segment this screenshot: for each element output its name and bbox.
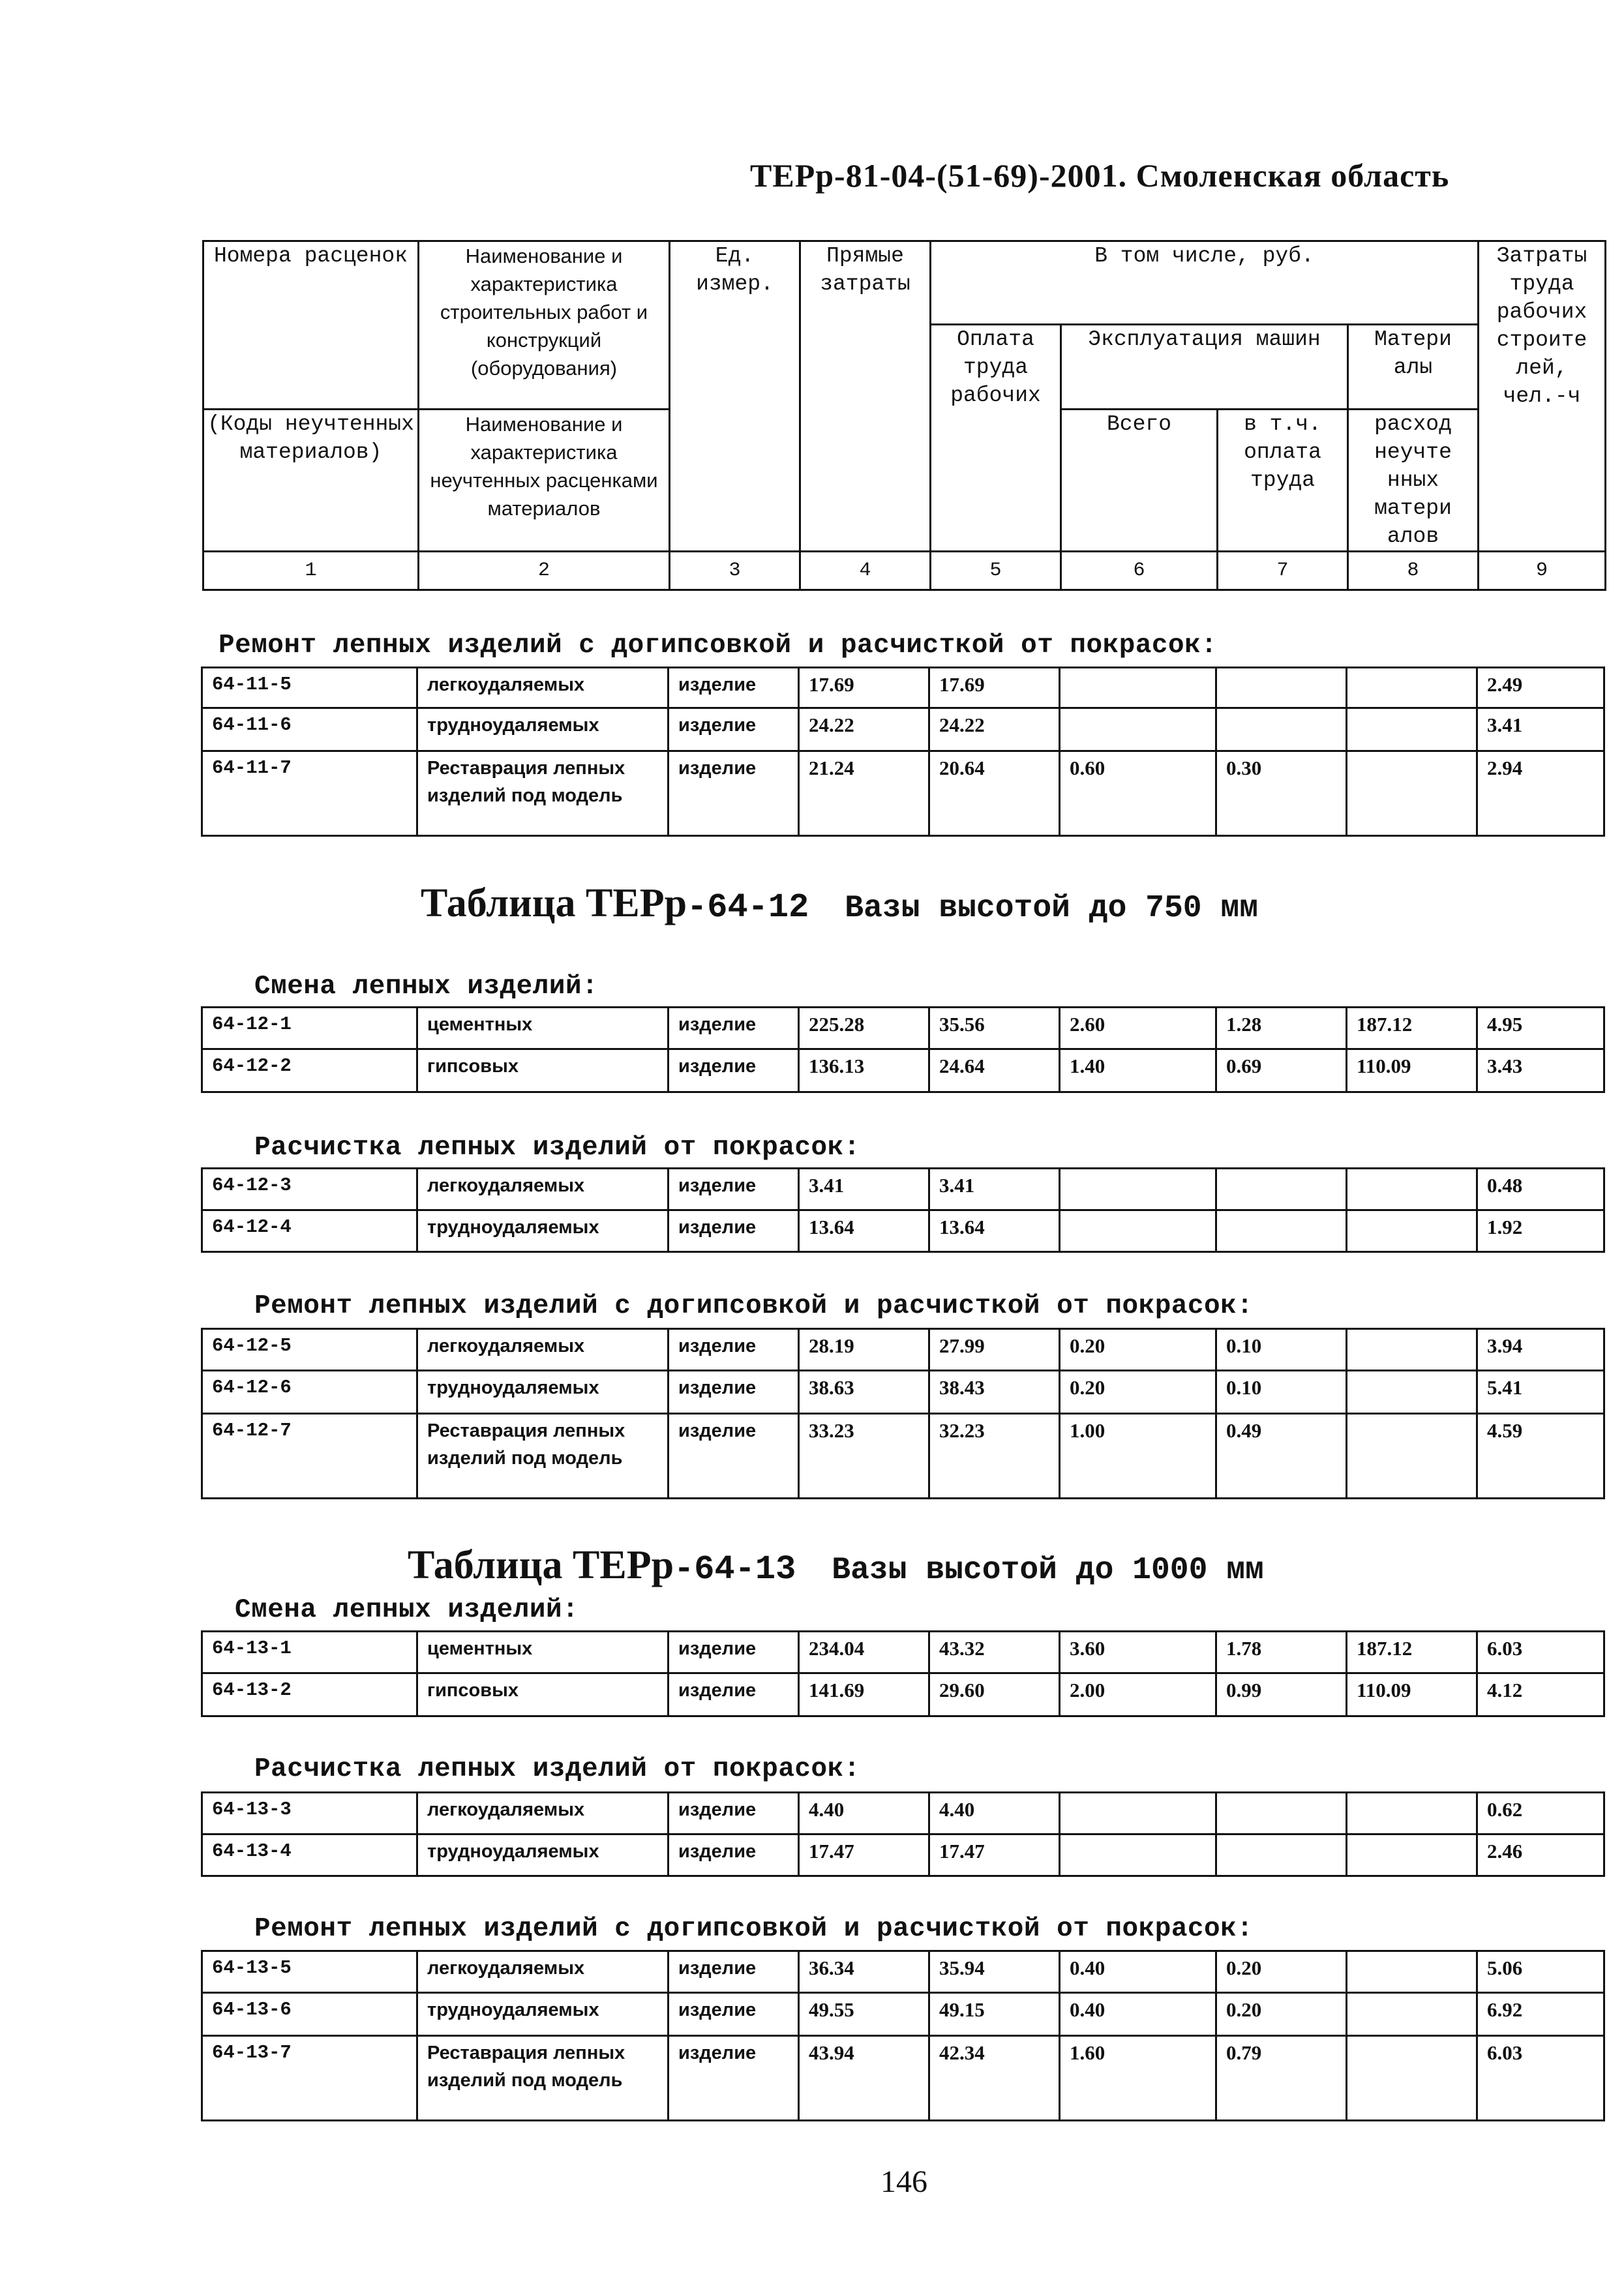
machine-total: 0.20 — [1060, 1371, 1216, 1414]
unit: изделие — [669, 668, 799, 708]
document-title: ТЕРр-81-04-(51-69)-2001. Смоленская область — [750, 157, 1450, 194]
rates-table — [201, 1328, 1605, 1499]
column-number: 1 — [203, 552, 419, 590]
unit: изделие — [669, 1210, 799, 1252]
section-heading: Расчистка лепных изделий от покрасок: — [254, 1754, 860, 1784]
header-material-consumption: расход неучте нных матери алов — [1348, 410, 1479, 552]
table-row — [202, 708, 1604, 751]
unit: изделие — [669, 1673, 799, 1716]
header-material-codes: (Коды неучтенных материалов) — [203, 410, 419, 552]
machine-total — [1060, 668, 1216, 708]
header-including: В том числе, руб. — [931, 241, 1479, 325]
machine-total: 0.20 — [1060, 1329, 1216, 1371]
table-row — [202, 1169, 1604, 1210]
worker-pay: 24.64 — [929, 1049, 1060, 1092]
table-row — [202, 1210, 1604, 1252]
worker-pay: 43.32 — [929, 1632, 1060, 1673]
machine-labor: 0.69 — [1216, 1049, 1347, 1092]
labor-hours: 1.92 — [1477, 1210, 1604, 1252]
table-title-number: -64-12 — [687, 888, 809, 927]
rate-code: 64-12-6 — [202, 1371, 417, 1414]
work-name: цементных — [417, 1632, 669, 1673]
machine-total — [1060, 708, 1216, 751]
unit: изделие — [669, 1951, 799, 1993]
materials — [1347, 751, 1477, 836]
materials — [1347, 1834, 1477, 1876]
header-worker-pay: Оплата труда рабочих — [931, 325, 1061, 552]
rates-table — [201, 666, 1605, 837]
machine-labor: 0.20 — [1216, 1993, 1347, 2036]
machine-labor — [1216, 1834, 1347, 1876]
labor-hours: 3.43 — [1477, 1049, 1604, 1092]
rate-code: 64-11-6 — [202, 708, 417, 751]
worker-pay: 27.99 — [929, 1329, 1060, 1371]
column-number: 7 — [1218, 552, 1348, 590]
worker-pay: 35.56 — [929, 1008, 1060, 1049]
rate-code: 64-13-3 — [202, 1793, 417, 1834]
machine-total: 1.60 — [1060, 2036, 1216, 2121]
rates-table — [201, 1167, 1605, 1253]
worker-pay: 4.40 — [929, 1793, 1060, 1834]
table-title-prefix: Таблица ТЕРр — [421, 881, 687, 925]
table-title-description: Вазы высотой до 1000 мм — [832, 1553, 1264, 1588]
labor-hours: 2.94 — [1477, 751, 1604, 836]
table-row — [202, 1049, 1604, 1092]
direct-costs: 225.28 — [799, 1008, 929, 1049]
table-title-number: -64-13 — [674, 1550, 796, 1589]
rates-table — [201, 1630, 1605, 1717]
column-number: 2 — [419, 552, 670, 590]
direct-costs: 28.19 — [799, 1329, 929, 1371]
worker-pay: 17.47 — [929, 1834, 1060, 1876]
work-name: легкоудаляемых — [417, 1169, 669, 1210]
unit: изделие — [669, 1414, 799, 1499]
work-name: Реставрация лепных изделий под модель — [417, 751, 669, 836]
work-name: легкоудаляемых — [417, 668, 669, 708]
materials — [1347, 1414, 1477, 1499]
table-title — [408, 1542, 1264, 1589]
materials: 110.09 — [1347, 1049, 1477, 1092]
machine-labor: 0.10 — [1216, 1371, 1347, 1414]
materials — [1347, 668, 1477, 708]
work-name: легкоудаляемых — [417, 1329, 669, 1371]
worker-pay: 17.69 — [929, 668, 1060, 708]
section-heading: Ремонт лепных изделий с догипсовкой и расчисткой от покрасок: — [254, 1914, 1254, 1944]
direct-costs: 17.47 — [799, 1834, 929, 1876]
materials — [1347, 1951, 1477, 1993]
labor-hours: 6.03 — [1477, 2036, 1604, 2121]
unit: изделие — [669, 751, 799, 836]
machine-labor — [1216, 668, 1347, 708]
labor-hours: 2.46 — [1477, 1834, 1604, 1876]
machine-total: 1.00 — [1060, 1414, 1216, 1499]
worker-pay: 29.60 — [929, 1673, 1060, 1716]
work-name: легкоудаляемых — [417, 1951, 669, 1993]
unit: изделие — [669, 1793, 799, 1834]
machine-total: 1.40 — [1060, 1049, 1216, 1092]
unit: изделие — [669, 1632, 799, 1673]
column-number: 6 — [1061, 552, 1218, 590]
materials — [1347, 708, 1477, 751]
worker-pay: 49.15 — [929, 1993, 1060, 2036]
column-number: 9 — [1479, 552, 1606, 590]
section-heading: Ремонт лепных изделий с догипсовкой и расчисткой от покрасок: — [254, 1291, 1254, 1321]
worker-pay: 13.64 — [929, 1210, 1060, 1252]
machine-labor — [1216, 1169, 1347, 1210]
header-material-names: Наименование и характеристика неучтенных расценками материалов — [419, 410, 670, 552]
work-name: трудноудаляемых — [417, 1993, 669, 2036]
rate-code: 64-12-4 — [202, 1210, 417, 1252]
machine-labor: 1.78 — [1216, 1632, 1347, 1673]
work-name: гипсовых — [417, 1673, 669, 1716]
materials — [1347, 1329, 1477, 1371]
labor-hours: 4.12 — [1477, 1673, 1604, 1716]
column-number: 4 — [800, 552, 931, 590]
unit: изделие — [669, 1371, 799, 1414]
header-materials: Матери алы — [1348, 325, 1479, 410]
column-number: 5 — [931, 552, 1061, 590]
unit: изделие — [669, 1049, 799, 1092]
header-rate-numbers: Номера расценок — [203, 241, 419, 410]
unit: изделие — [669, 1834, 799, 1876]
machine-labor — [1216, 1210, 1347, 1252]
direct-costs: 141.69 — [799, 1673, 929, 1716]
table-row — [202, 1329, 1604, 1371]
header-machine-labor: в т.ч. оплата труда — [1218, 410, 1348, 552]
rate-code: 64-13-1 — [202, 1632, 417, 1673]
materials — [1347, 1993, 1477, 2036]
unit: изделие — [669, 1329, 799, 1371]
direct-costs: 21.24 — [799, 751, 929, 836]
labor-hours: 3.41 — [1477, 708, 1604, 751]
rates-table — [201, 1006, 1605, 1093]
table-row — [202, 1371, 1604, 1414]
machine-labor: 0.20 — [1216, 1951, 1347, 1993]
table-row — [202, 1673, 1604, 1716]
header-direct-costs: Прямые затраты — [800, 241, 931, 552]
worker-pay: 32.23 — [929, 1414, 1060, 1499]
rate-code: 64-12-3 — [202, 1169, 417, 1210]
direct-costs: 43.94 — [799, 2036, 929, 2121]
work-name: трудноудаляемых — [417, 1371, 669, 1414]
machine-labor: 0.30 — [1216, 751, 1347, 836]
unit: изделие — [669, 1993, 799, 2036]
materials: 187.12 — [1347, 1632, 1477, 1673]
table-row — [202, 1834, 1604, 1876]
column-header-table — [202, 240, 1606, 591]
materials — [1347, 1371, 1477, 1414]
labor-hours: 5.41 — [1477, 1371, 1604, 1414]
machine-total: 3.60 — [1060, 1632, 1216, 1673]
machine-labor — [1216, 1793, 1347, 1834]
machine-labor: 0.49 — [1216, 1414, 1347, 1499]
rate-code: 64-11-7 — [202, 751, 417, 836]
machine-total — [1060, 1169, 1216, 1210]
direct-costs: 13.64 — [799, 1210, 929, 1252]
header-machine-total: Всего — [1061, 410, 1218, 552]
worker-pay: 38.43 — [929, 1371, 1060, 1414]
unit: изделие — [669, 1169, 799, 1210]
materials — [1347, 1793, 1477, 1834]
machine-labor: 0.99 — [1216, 1673, 1347, 1716]
rate-code: 64-12-1 — [202, 1008, 417, 1049]
direct-costs: 4.40 — [799, 1793, 929, 1834]
table-row — [202, 1993, 1604, 2036]
labor-hours: 0.48 — [1477, 1169, 1604, 1210]
direct-costs: 234.04 — [799, 1632, 929, 1673]
unit: изделие — [669, 1008, 799, 1049]
rate-code: 64-13-4 — [202, 1834, 417, 1876]
labor-hours: 6.92 — [1477, 1993, 1604, 2036]
machine-labor: 1.28 — [1216, 1008, 1347, 1049]
machine-total — [1060, 1210, 1216, 1252]
table-title — [421, 880, 1258, 927]
materials: 110.09 — [1347, 1673, 1477, 1716]
worker-pay: 42.34 — [929, 2036, 1060, 2121]
materials — [1347, 2036, 1477, 2121]
work-name: трудноудаляемых — [417, 708, 669, 751]
materials — [1347, 1210, 1477, 1252]
direct-costs: 3.41 — [799, 1169, 929, 1210]
table-row — [202, 1951, 1604, 1993]
work-name: Реставрация лепных изделий под модель — [417, 1414, 669, 1499]
header-machine-operation: Эксплуатация машин — [1061, 325, 1348, 410]
rate-code: 64-11-5 — [202, 668, 417, 708]
machine-total — [1060, 1793, 1216, 1834]
page-number: 146 — [880, 2164, 927, 2199]
machine-total: 0.40 — [1060, 1993, 1216, 2036]
direct-costs: 136.13 — [799, 1049, 929, 1092]
table-row — [202, 751, 1604, 836]
materials — [1347, 1169, 1477, 1210]
rate-code: 64-13-6 — [202, 1993, 417, 2036]
header-work-name: Наименование и характеристика строительных работ и конструкций (оборудования) — [419, 241, 670, 410]
rate-code: 64-12-2 — [202, 1049, 417, 1092]
labor-hours: 4.59 — [1477, 1414, 1604, 1499]
section-heading: Смена лепных изделий: — [235, 1595, 579, 1625]
rate-code: 64-13-7 — [202, 2036, 417, 2121]
worker-pay: 3.41 — [929, 1169, 1060, 1210]
worker-pay: 20.64 — [929, 751, 1060, 836]
work-name: трудноудаляемых — [417, 1834, 669, 1876]
machine-labor: 0.79 — [1216, 2036, 1347, 2121]
labor-hours: 2.49 — [1477, 668, 1604, 708]
work-name: трудноудаляемых — [417, 1210, 669, 1252]
column-number: 3 — [670, 552, 800, 590]
materials: 187.12 — [1347, 1008, 1477, 1049]
rates-table — [201, 1950, 1605, 2121]
table-title-prefix: Таблица ТЕРр — [408, 1543, 674, 1587]
machine-labor: 0.10 — [1216, 1329, 1347, 1371]
machine-total: 2.00 — [1060, 1673, 1216, 1716]
table-row — [202, 2036, 1604, 2121]
rate-code: 64-13-5 — [202, 1951, 417, 1993]
rate-code: 64-12-7 — [202, 1414, 417, 1499]
direct-costs: 49.55 — [799, 1993, 929, 2036]
machine-labor — [1216, 708, 1347, 751]
work-name: Реставрация лепных изделий под модель — [417, 2036, 669, 2121]
rate-code: 64-13-2 — [202, 1673, 417, 1716]
machine-total: 0.40 — [1060, 1951, 1216, 1993]
rate-code: 64-12-5 — [202, 1329, 417, 1371]
machine-total: 0.60 — [1060, 751, 1216, 836]
worker-pay: 24.22 — [929, 708, 1060, 751]
direct-costs: 36.34 — [799, 1951, 929, 1993]
table-title-description: Вазы высотой до 750 мм — [845, 891, 1258, 926]
work-name: гипсовых — [417, 1049, 669, 1092]
section-heading: Смена лепных изделий: — [254, 972, 599, 1002]
table-row — [202, 1793, 1604, 1834]
labor-hours: 4.95 — [1477, 1008, 1604, 1049]
work-name: легкоудаляемых — [417, 1793, 669, 1834]
labor-hours: 5.06 — [1477, 1951, 1604, 1993]
header-labor-hours: Затраты труда рабочих строите лей, чел.-ч — [1479, 241, 1606, 552]
labor-hours: 6.03 — [1477, 1632, 1604, 1673]
worker-pay: 35.94 — [929, 1951, 1060, 1993]
table-row — [202, 668, 1604, 708]
table-row — [202, 1632, 1604, 1673]
labor-hours: 3.94 — [1477, 1329, 1604, 1371]
table-row — [202, 1414, 1604, 1499]
rates-table — [201, 1791, 1605, 1877]
section-heading: Расчистка лепных изделий от покрасок: — [254, 1133, 860, 1163]
section-heading: Ремонт лепных изделий с догипсовкой и расчисткой от покрасок: — [218, 631, 1218, 661]
table-row — [202, 1008, 1604, 1049]
labor-hours: 0.62 — [1477, 1793, 1604, 1834]
machine-total — [1060, 1834, 1216, 1876]
direct-costs: 24.22 — [799, 708, 929, 751]
direct-costs: 17.69 — [799, 668, 929, 708]
header-unit: Ед. измер. — [670, 241, 800, 552]
direct-costs: 38.63 — [799, 1371, 929, 1414]
work-name: цементных — [417, 1008, 669, 1049]
direct-costs: 33.23 — [799, 1414, 929, 1499]
column-number: 8 — [1348, 552, 1479, 590]
machine-total: 2.60 — [1060, 1008, 1216, 1049]
unit: изделие — [669, 2036, 799, 2121]
unit: изделие — [669, 708, 799, 751]
